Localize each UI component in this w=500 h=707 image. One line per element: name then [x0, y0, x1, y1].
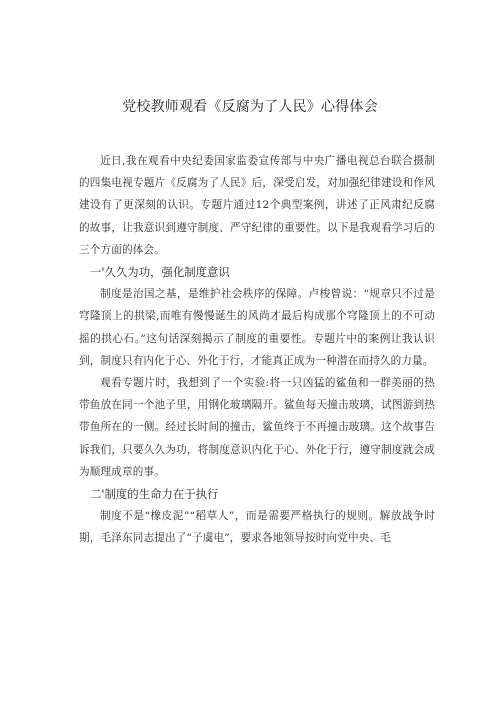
section-heading-1: 一'久久为功，强化制度意识	[90, 265, 230, 280]
document-body	[79, 150, 435, 550]
section-heading-2: 二'制度的生命力在于执行	[90, 487, 219, 502]
paragraph-intro: 近日,我在观看中央纪委国家监委宣传部与中央广播电视总台联合摄制的四集电视专题片《反腐为了人民》后，深受启发，对加强纪律建设和作风建设有了更深刻的认识。专题片通过12个典型案例，讲述了正风肃纪反腐的故事，让我意识到遵守制度、严守纪律的重要性。以下是我观看学习后的三个方面的体会。	[79, 155, 435, 256]
paragraph-1-1: 制度是治国之基，是维护社会秩序的保障。卢梭曾说：“规章只不过是穹隆顶上的拱梁,而唯有慢慢诞生的风尚才最后构成那个穹隆顶上的不可动摇的拱心石。”这句话深刻揭示了制度的重要性。专题片中的案例让我认识到，制度只有内化于心、外化于行，才能真正成为一种潜在而持久的力量。	[79, 288, 435, 367]
paragraph-2-1: 制度不是“橡皮泥”“稻草人”，而是需要严格执行的规则。解放战争时期，毛泽东同志提出了“子虞电”，要求各地领导按时向党中央、毛	[79, 510, 435, 545]
document-title: 党校教师观看《反腐为了人民》心得体会	[122, 99, 378, 115]
paragraph-1-2: 观看专题片时，我想到了一个实验:将一只凶猛的鲨鱼和一群美丽的热带鱼放在同一个池子里，用钢化玻璃隔开。鲨鱼每天撞击玻璃，试图游到热带鱼所在的一侧。经过长时间的撞击，鲨鱼终于不再撞击玻璃。这个故事告诉我们，只要久久为功，将制度意识内化于心、外化于行，遵守制度就会成为顺理成章的事。	[79, 377, 435, 478]
